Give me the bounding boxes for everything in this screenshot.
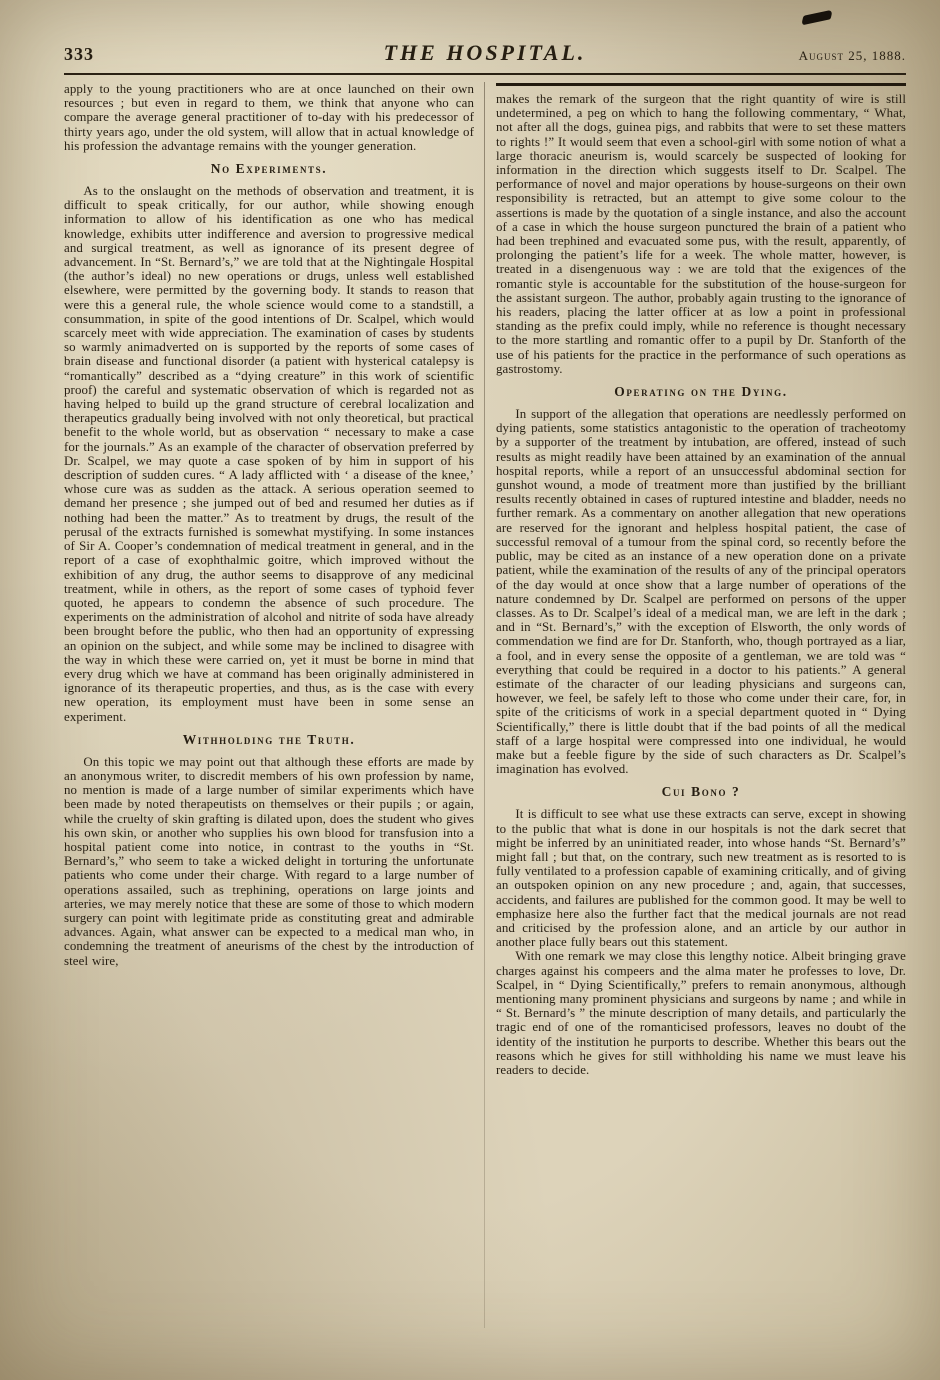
- column-top-rule: [496, 83, 906, 86]
- right-column: [485, 82, 906, 1328]
- continuation-paragraph: makes the remark of the surgeon that the right quantity of wire is still undetermined, a peg on which to hang the following commentary, “ What, not after all the dogs, guinea pigs, and rabbits that were to set these matters to rights !” It would seem that even a school-girl with some notion of what a large thoracic aneurism is, would scarcely be suspected of looking for information in the direction which suggests itself to Dr. Scalpel. The performance of novel and major operations by house-surgeons on their own responsibility is retracted, but an attempt to give some colour to the assertions is made by the quotation of a single instance, and also the account of a case in which the house surgeon punctured the brain of a patient who had been trephined and evacuated some pus, with the result, apparently, of prolonging the patient’s life for a week. The whole matter, however, is treated in a disengenuous way : we are told that the exigences of the romantic style is accountable for the substitution of the house-surgeon for the assistant surgeon. The author, probably again trusting to the ignorance of his readers, placing the latter officer at as low a point in professional standing as the prefix could imply, while no reference is thought necessary to the more startling and romantic offer to a pupil by Dr. Stanforth of the use of his patients for the practice in the performance of such operations as gastrostomy.: [496, 92, 906, 376]
- masthead: [64, 40, 906, 73]
- section-heading-operating-on-the-dying: Operating on the Dying.: [614, 384, 788, 400]
- header-rule: [64, 73, 906, 75]
- continuation-paragraph: apply to the young practitioners who are at once launched on their own resources ; but even in regard to them, we think that anyone who can compare the average general practitioner of to-day with his predecessor of thirty years ago, under the old system, will allow that in actual knowledge of his profession the advantage remains with the younger generation.: [64, 82, 474, 153]
- left-column: [64, 82, 484, 1328]
- ink-blot-mark: [801, 10, 833, 26]
- article-paragraph: As to the onslaught on the methods of observation and treatment, it is difficult to speak critically, for our author, while showing enough information to allow of his identification as one who has medical knowledge, exhibits utter indifference and aversion to progressive medical and surgical treatment, as well as ignorance of its present degree of advancement. In “St. Bernard’s,” we are told that at the Nightingale Hospital (the author’s ideal) no new operations or drugs, unless well established elsewhere, were permitted by the governing body. It stands to reason that were this a general rule, the whole science would come to a standstill, a consummation, in spite of the good intentions of Dr. Scalpel, which would scarcely meet with wide appreciation. The examination of cases by students so warmly animadverted on is supported by the reports of some cases of brain disease and functional disorder (a patient with hysterical catalepsy is “romantically” described as a “dying creature” in this work of scientific proof) the careful and systematic observation of which is regarded not as having helped to build up the grand structure of cerebral localization and therapeutics gradually being involved with not only theoretical, but practical benefit to the whole world, but as observation “ necessary to make a case for the journals.” As an example of the character of observation preferred by Dr. Scalpel, we may quote a case spoken of by him in support of his description of sudden cures. “ A lady afflicted with ‘ a disease of the knee,’ whose cure was as sudden as the attack. A serious operation seemed to demand her presence ; she jumped out of bed and resumed her duties as if nothing had been the matter.” As to treatment by drugs, the result of the perusal of the extracts furnished is somewhat mystifying. In some instances of Sir A. Cooper’s condemnation of medical treatment in general, and in the report of a case of exophthalmic goitre, which improved without the exhibition of any drug, the author seems to disapprove of any medicinal treatment, while in others, as the report of some cases of typhoid fever quoted, he appears to condemn the absence of such procedure. The experiments on the administration of alcohol and nitrite of soda have already been brought before the public, who then had an opportunity of expressing an opinion on the subject, and while some may be inclined to disagree with the way in which these were carried on, yet it must be borne in mind that every drug which we have at command has been originally administered in ignorance of its therapeutic properties, and thus, as is the case with every new operation, its employment must have been in some sense an experiment.: [64, 184, 474, 724]
- section-heading-no-experiments: No Experiments.: [210, 161, 328, 177]
- article-paragraph: It is difficult to see what use these extracts can serve, except in showing to the public that what is done in our hospitals is not the dark secret that might be inferred by an uninitiated reader, into whose hands “St. Bernard’s” might fall ; but that, on the contrary, such new treatment as is resorted to is fully ventilated to a profession capable of examining critically, and of giving an outspoken opinion on any new procedure ; and, again, that successes, accidents, and failures are published for the common good. It may be well to emphasize here also the further fact that the medical journals are not read and criticised by the profession alone, and an article by our author in another place fully bears out this statement.: [496, 807, 906, 950]
- article-columns: [64, 82, 906, 1328]
- section-heading-cui-bono: Cui Bono ?: [661, 784, 741, 800]
- page-number: 333: [64, 44, 94, 64]
- section-heading-withholding-the-truth: Withholding the Truth.: [182, 731, 356, 747]
- issue-date: August 25, 1888.: [798, 48, 906, 63]
- publication-title: THE HOSPITAL.: [383, 40, 587, 65]
- article-paragraph: In support of the allegation that operations are needlessly performed on dying patients, some statistics antagonistic to the operation of tracheotomy by a supporter of the treatment by intubation, are offered, instead of such results as might readily have been attained by an examination of the annual hospital reports, while a report of an unsuccessful abdominal section for gunshot wound, a mode of treatment more than justified by the brilliant results recently obtained in cases of ruptured intestine and bladder, needs no further remark. As a commentary on another allegation that new operations are reserved for the ignorant and helpless hospital patient, the case of successful removal of a tumour from the spinal cord, so recently before the public, may be cited as an instance of a new operation done on a private patient, while the examination of the results of any of the principal operators of the day would at once show that a large number of operations of the nature condemned by Dr. Scalpel are performed on persons of the upper classes. As to Dr. Scalpel’s ideal of a medical man, we are left in the dark ; and in “St. Bernard’s,” with the exception of Elsworth, the only words of commendation we find are for Dr. Stanforth, who, though portrayed as a liar, a fool, and in every sense the opposite of a gentleman, we are told was “ everything that could be required in a doctor to his patients.” A general estimate of the character of our leading physicians and surgeons can, however, we feel, be safely left to those who come under their care, for, in spite of the criticisms of work in a special department quoted in “ Dying Scientifically,” there is little doubt that if the bad points of all the medical staff of a large hospital were compressed into one individual, he would make but a feeble figure by the side of such characters as Dr. Scalpel’s imagination has evolved.: [496, 407, 906, 777]
- article-paragraph: On this topic we may point out that although these efforts are made by an anonymous writer, to discredit members of his own profession by name, no mention is made of a large number of similar experiments which have been made by noted therapeutists on themselves or their pupils ; or again, while the cruelty of skin grafting is dilated upon, does the student who gives his own skin, or another who supplies his own blood for transfusion into a hospital patient come into notice, in contrast to the youths in “St. Bernard’s,” who seem to take a wicked delight in torturing the unfortunate patients who come under their charge. With regard to a large number of operations assailed, such as trephining, operations on large joints and arteries, we may merely notice that these are some of those to which modern surgery can point with legitimate pride as constituting great and admirable advances. Again, what answer can be expected to a medical man who, in condemning the treatment of aneurisms of the chest by the introduction of steel wire,: [64, 754, 474, 968]
- article-paragraph: With one remark we may close this lengthy notice. Albeit bringing grave charges against his compeers and the alma mater he professes to love, Dr. Scalpel, in “ Dying Scientifically,” prefers to remain anonymous, although mentioning many prominent physicians and surgeons by name ; and while in “ St. Bernard’s ” the minute description of many details, and particularly the tragic end of one of the romanticised professors, leaves no doubt of the identity of the institution he purports to describe. Whether this bears out the reasons which he gives for still withholding his name we must leave his readers to decide.: [496, 949, 906, 1077]
